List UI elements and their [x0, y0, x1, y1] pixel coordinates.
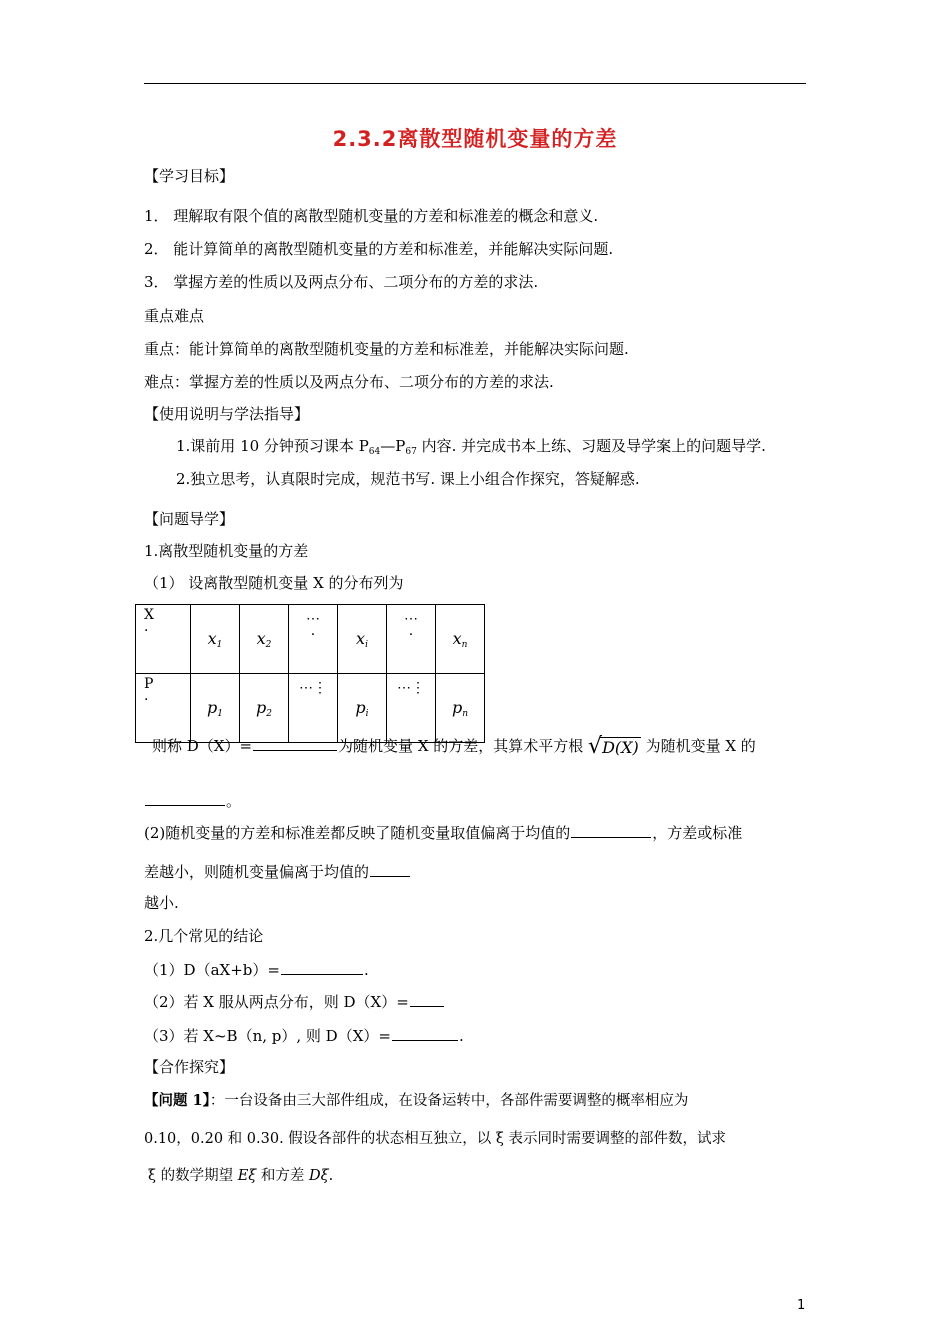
table-cell: $x_i$: [338, 605, 387, 674]
conclusion-3: （3）若 X~B（n, p）, 则 D（X）= .: [144, 1027, 464, 1045]
page-title: 2.3.2离散型随机变量的方差: [332, 127, 618, 151]
answer-blank[interactable]: [571, 822, 651, 838]
hard-point: 难点：掌握方差的性质以及两点分布、二项分布的方差的求法.: [144, 373, 554, 391]
key-point: 重点：能计算简单的离散型随机变量的方差和标准差，并能解决实际问题.: [144, 340, 629, 358]
goal-item: 3． 掌握方差的性质以及两点分布、二项分布的方差的求法.: [144, 273, 539, 291]
distribution-table: [135, 604, 485, 743]
guide-heading: 【问题导学】: [144, 510, 235, 528]
section-1-item-2: (2)随机变量的方差和标准差都反映了随机变量取值偏离于均值的 ，方差或标准: [144, 824, 743, 842]
table-row-x: [136, 605, 485, 674]
table-cell-ellipsis: ⋯⋮: [387, 674, 436, 743]
section-1-item-1: （1） 设离散型随机变量 X 的分布列为: [144, 574, 404, 592]
table-cell: $x_2$: [240, 605, 289, 674]
variance-definition: 则称 D（X）= 为随机变量 X 的方差，其算术平方根 √D(X) 为随机变量 X 的: [152, 734, 756, 760]
answer-blank[interactable]: [145, 790, 225, 806]
table-cell-ellipsis: ⋯ ·: [387, 605, 436, 674]
key-heading: 重点难点: [144, 307, 205, 325]
table-cell-ellipsis: ⋯⋮: [289, 674, 338, 743]
table-cell: $x_n$: [436, 605, 485, 674]
answer-blank[interactable]: [410, 991, 444, 1007]
usage-item-2: 2.独立思考，认真限时完成，规范书写. 课上小组合作探究，答疑解惑.: [176, 470, 640, 488]
table-cell: $p_1$: [191, 674, 240, 743]
answer-blank[interactable]: [281, 959, 363, 975]
table-cell: $p_i$: [338, 674, 387, 743]
conclusion-1: （1）D（aX+b）= .: [144, 961, 369, 979]
answer-blank[interactable]: [253, 735, 337, 751]
goal-item: 1． 理解取有限个值的离散型随机变量的方差和标准差的概念和意义.: [144, 207, 599, 225]
conclusion-2: （2）若 X 服从两点分布，则 D（X）=: [144, 991, 445, 1012]
usage-item-1: 1.课前用 10 分钟预习课本 $P_{64}—P_{67}$ 内容. 并完成书本上练、习题及导学案上的问题导学.: [176, 437, 766, 457]
section-1-item-2-cont: 差越小，则随机变量偏离于均值的: [144, 861, 411, 882]
page-number: 1: [797, 1298, 806, 1313]
table-cell: $x_1$: [191, 605, 240, 674]
section-1-item-2-end: 越小.: [144, 894, 179, 912]
question-1-line-2: 0.10，0.20 和 0.30. 假设各部件的状态相互独立，以 ξ 表示同时需要调整的部件数，试求: [144, 1131, 726, 1147]
table-cell-p-label: P ·: [136, 674, 191, 743]
usage-heading: 【使用说明与学法指导】: [144, 405, 310, 423]
variance-definition-cont: 。: [144, 790, 241, 811]
table-cell-ellipsis: ⋯ ·: [289, 605, 338, 674]
answer-blank[interactable]: [370, 861, 410, 877]
answer-blank[interactable]: [392, 1025, 458, 1041]
goals-heading: 【学习目标】: [144, 167, 235, 185]
table-cell: $p_2$: [240, 674, 289, 743]
table-row-p: [136, 674, 485, 743]
goal-item: 2． 能计算简单的离散型随机变量的方差和标准差，并能解决实际问题.: [144, 240, 614, 258]
sqrt-expression: √D(X): [588, 734, 639, 760]
section-2-title: 2.几个常见的结论: [144, 927, 264, 945]
table-cell-x-label: X ·: [136, 605, 191, 674]
coop-heading: 【合作探究】: [144, 1058, 235, 1076]
section-1-title: 1.离散型随机变量的方差: [144, 542, 309, 560]
question-1-line-3: ξ 的数学期望 Eξ 和方差 Dξ.: [148, 1168, 334, 1184]
question-1: 【问题 1】：一台设备由三大部件组成，在设备运转中，各部件需要调整的概率相应为: [144, 1092, 689, 1109]
header-rule: [144, 83, 806, 84]
table-cell: $p_n$: [436, 674, 485, 743]
